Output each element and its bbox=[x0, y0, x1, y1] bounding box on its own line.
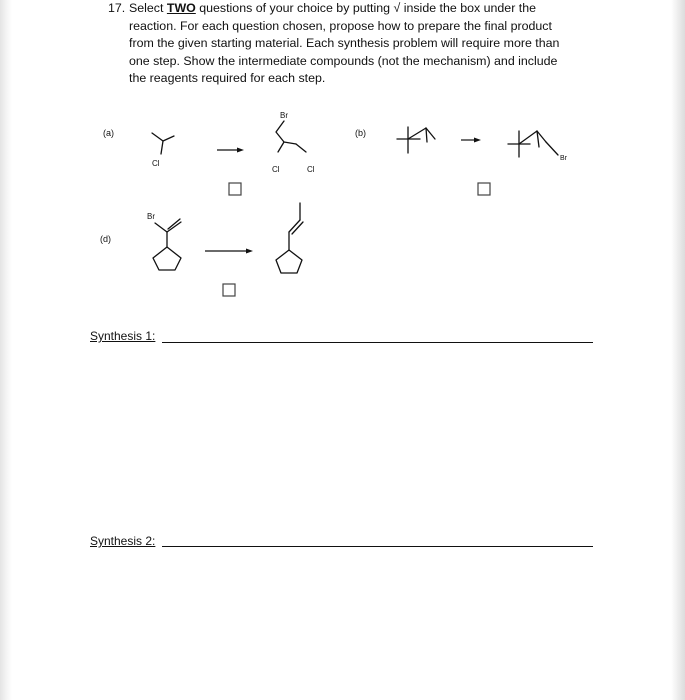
reaction-arrow-a bbox=[217, 148, 244, 153]
problem-d-starting-material bbox=[153, 219, 181, 270]
synthesis-2-answer-line[interactable] bbox=[162, 546, 593, 547]
question-number: 17. bbox=[108, 1, 126, 15]
synthesis-1-label: Synthesis 1: bbox=[90, 329, 156, 343]
atom-label-cl: Cl bbox=[307, 165, 315, 174]
problem-a-product bbox=[276, 121, 306, 152]
atom-label-br: Br bbox=[147, 212, 155, 221]
atom-label-cl: Cl bbox=[152, 159, 160, 168]
problem-b-label: (b) bbox=[355, 128, 366, 138]
emphasis-two: TWO bbox=[166, 1, 196, 15]
question-line-1: Select TWO questions of your choice by putting √ inside the box under the bbox=[129, 1, 536, 15]
synthesis-2-label: Synthesis 2: bbox=[90, 534, 156, 548]
checkbox-b[interactable] bbox=[478, 183, 490, 195]
question-line-5: the reagents required for each step. bbox=[129, 71, 326, 85]
reaction-arrow-b bbox=[461, 138, 481, 143]
atom-label-cl: Cl bbox=[272, 165, 280, 174]
problem-b-starting-material bbox=[397, 127, 435, 153]
question-line-4: one step. Show the intermediate compounds (not the mechanism) and include bbox=[129, 53, 558, 68]
atom-label-br: Br bbox=[280, 111, 288, 120]
problem-d-product bbox=[276, 203, 303, 273]
problem-b-product bbox=[508, 131, 558, 157]
checkbox-a[interactable] bbox=[229, 183, 241, 195]
question-line-3: from the given starting material. Each synthesis problem will require more than bbox=[129, 36, 560, 50]
checkbox-d[interactable] bbox=[223, 284, 235, 296]
problem-a-label: (a) bbox=[103, 128, 114, 138]
reaction-arrow-d bbox=[205, 249, 253, 254]
atom-label-br: Br bbox=[560, 155, 567, 162]
question-line-2: reaction. For each question chosen, propose how to prepare the final product bbox=[129, 18, 552, 33]
problem-a-starting-material bbox=[152, 133, 174, 154]
synthesis-1-answer-line[interactable] bbox=[162, 342, 593, 343]
problem-d-label: (d) bbox=[100, 234, 111, 244]
